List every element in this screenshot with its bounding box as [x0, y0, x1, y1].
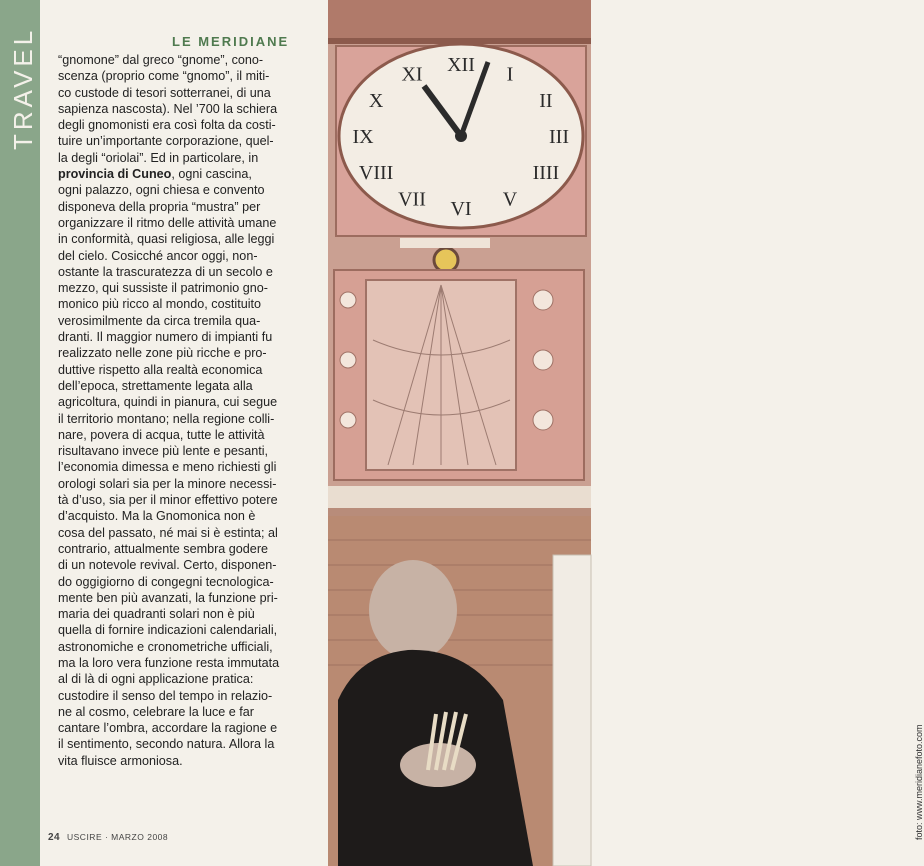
sidebar-strip: [0, 0, 40, 866]
article-body: [58, 52, 326, 769]
section-title: LE MERIDIANE: [172, 34, 290, 49]
clock-numeral: XII: [447, 54, 475, 76]
page-footer: [48, 832, 168, 843]
article-text-after: , ogni cascina, ogni palazzo, ogni chiesa e convento disponeva della propria “mustra” per organizzare il ritmo delle attività umane in conformità, quasi religiosa, alle leggi del cielo. Cosicché ancor oggi, non- ostante la trascuratezza di un secolo e mezzo, qui sussiste il patrimonio gno- monico più ricco al mondo, costituito verosimilmente da circa tremila qua- dranti. Il maggior numero di impianti fu realizzato nelle zone più ricche e pro- duttive rispetto alla realtà economica dell’epoca, strettamente legata alla agricoltura, quindi in pianura, cui segue il territorio montano; nella regione colli- nare, povera di acqua, tutte le attività risultavano invece più lente e pesanti, l’economia dimessa e meno richiesti gli orologi solari sia per la minore necessi- tà d’uso, sia per il minor effettivo potere d’acquisto. Ma la Gnomonica non è cosa del passato, né mai si è estinta; al contrario, attualmente sembra godere di un notevole revival. Certo, disponen- do oggigiorno di congegni tecnologica- mente ben più avanzati, la funzione pri- maria dei quadranti solari non è più quella di fornire indicazioni calendariali, astronomiche e cronometriche ufficiali, ma la loro vera funzione resta immutata al di là di ogni applicazione pratica: custodire il senso del tempo in relazio- ne al cosmo, celebrare la luce e far cantare l’ombra, accordare la ragione e il sentimento, secondo natura. Allora la vita fluisce armoniosa.: [58, 167, 280, 768]
clock-numeral: IIII: [532, 162, 560, 184]
clock-numeral: V: [502, 188, 518, 211]
person-head: [369, 560, 457, 660]
clock-numeral: XI: [401, 63, 423, 86]
section-tag: TRAVEL: [8, 26, 38, 150]
tower-illustration: [328, 0, 591, 866]
article-text-before: “gnomone” dal greco “gnome”, cono- scenza (proprio come “gnomo”, il miti- co custode di tesori sotterranei, di una sapienza nascosta). Nel ’700 la schiera degli gnomonisti era così folta da costi- tuire un’importante corporazione, quel- la degli “oriolai”. Ed in particolare, in: [58, 53, 278, 165]
clock-numeral: III: [549, 126, 569, 148]
clock-numeral: I: [506, 63, 514, 86]
clock-numeral: II: [539, 90, 553, 112]
clock-numeral: VI: [450, 198, 472, 220]
page-number: 24: [48, 832, 61, 843]
clock-numeral: IX: [352, 126, 374, 148]
oculus: [434, 248, 458, 272]
photo-credit: foto: www.meridianefoto.com: [914, 724, 924, 840]
clock-numeral: VII: [398, 188, 426, 211]
photo-clock-tower: [328, 0, 924, 866]
article-highlight: provincia di Cuneo: [58, 167, 172, 182]
clock-numeral: X: [368, 90, 384, 112]
publication-info: USCIRE · MARZO 2008: [67, 832, 169, 842]
clock-numeral: VIII: [358, 162, 394, 184]
motto-band: [400, 238, 490, 248]
